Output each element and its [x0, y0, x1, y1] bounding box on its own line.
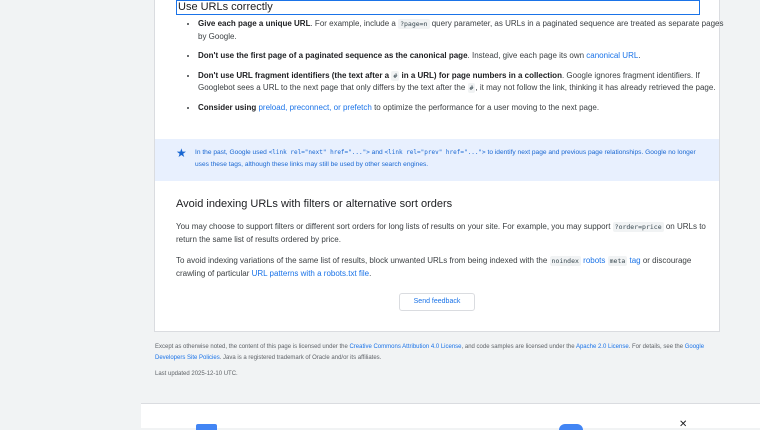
article-card [154, 0, 724, 332]
bullet-text: . For example, include a [310, 19, 399, 28]
canonical-url-link[interactable]: canonical URL [586, 51, 639, 60]
bullet-bold: Don't use URL fragment identifiers (the text after a [198, 70, 392, 80]
footer-text: Except as otherwise noted, the content of this page is licensed under the [155, 344, 350, 350]
bullet-text: . Google ignores fragment identifiers. If Googlebot sees a URL to the next page that only differs by the text after the [198, 70, 700, 92]
inline-code: meta [609, 257, 626, 265]
bullet-text: to optimize the performance for a user moving to the next page. [371, 102, 600, 112]
list-item [198, 102, 728, 115]
inline-code: # [469, 84, 474, 92]
star-icon: ★ [176, 146, 187, 160]
para-text: To avoid indexing variations of the same list of results, block unwanted URLs from being indexed with the [176, 256, 550, 265]
inline-code: # [393, 71, 398, 80]
inline-code: <link rel="prev" href="..."> [384, 149, 486, 156]
list-item [198, 18, 728, 43]
inline-code: noindex [551, 257, 579, 265]
para-text: . [369, 268, 372, 278]
inline-code: ?order=price [614, 223, 662, 231]
list-item [198, 50, 728, 63]
bullet-text: . [638, 51, 641, 60]
last-updated: Last updated 2025-12-10 UTC. [155, 371, 238, 377]
bullet-bold: Don't use the first page of a paginated sequence as the canonical page [198, 51, 468, 60]
bullet-text: . Instead, give each page its own [467, 51, 587, 60]
inline-code: <link rel="next" href="..."> [268, 149, 370, 156]
para-text: You may choose to support filters or different sort orders for long lists of results on your site. For example, you may support [176, 222, 613, 231]
footer-text: , and code samples are licensed under the [461, 344, 576, 350]
note-callout [155, 139, 719, 181]
apache-license-link[interactable]: Apache 2.0 License [575, 344, 629, 350]
cc-license-link[interactable]: Creative Commons Attribution 4.0 License [349, 344, 462, 350]
bullet-bold: Give each page a unique URL [198, 19, 311, 28]
footer-text: . Java is a registered trademark of Oracle and/or its affiliates. [219, 355, 382, 361]
note-text [195, 147, 705, 171]
footer-text: . For details, see the [628, 344, 685, 350]
youtube-icon[interactable] [559, 424, 583, 430]
blog-icon[interactable] [196, 424, 217, 430]
section-heading-use-urls: Use URLs correctly [176, 0, 700, 15]
bullet-text: query parameter, as URLs in a paginated sequence are treated as separate pages by Google. [198, 19, 724, 41]
robots-txt-link[interactable]: URL patterns with a robots.txt file [251, 268, 370, 278]
paragraph-noindex [176, 255, 706, 280]
para-text: or discourage crawling of particular [176, 256, 692, 278]
note-span: In the past, Google used [195, 149, 269, 156]
meta-tag-link[interactable]: tag [627, 256, 641, 265]
note-span: and [369, 149, 385, 156]
bullet-bold: in a URL) for page numbers in a collection [399, 70, 562, 80]
license-footer [155, 342, 715, 364]
bullet-text: , it may not follow the link, thinking it has already retrieved the page. [475, 83, 716, 92]
section-heading-avoid-indexing: Avoid indexing URLs with filters or alternative sort orders [176, 198, 453, 210]
site-policies-link[interactable]: Google Developers Site Policies [155, 344, 705, 361]
x-logo-icon[interactable]: ✕ [679, 419, 688, 430]
robots-link[interactable]: robots [580, 256, 608, 265]
best-practices-list [176, 18, 728, 121]
send-feedback-button[interactable]: Send feedback [399, 293, 475, 311]
para-text: on URLs to return the same list of results ordered by price. [176, 222, 706, 244]
bullet-bold: Consider using [198, 102, 259, 112]
inline-code: ?page=n [400, 20, 428, 28]
list-item [198, 70, 728, 95]
bottom-footer-bar [141, 403, 760, 428]
note-span: to identify next page and previous page relationships. Google no longer uses these tags, although these links may still be used by other search engines. [195, 149, 696, 168]
preload-link[interactable]: preload, preconnect, or prefetch [258, 102, 372, 112]
paragraph-filters [176, 221, 706, 246]
